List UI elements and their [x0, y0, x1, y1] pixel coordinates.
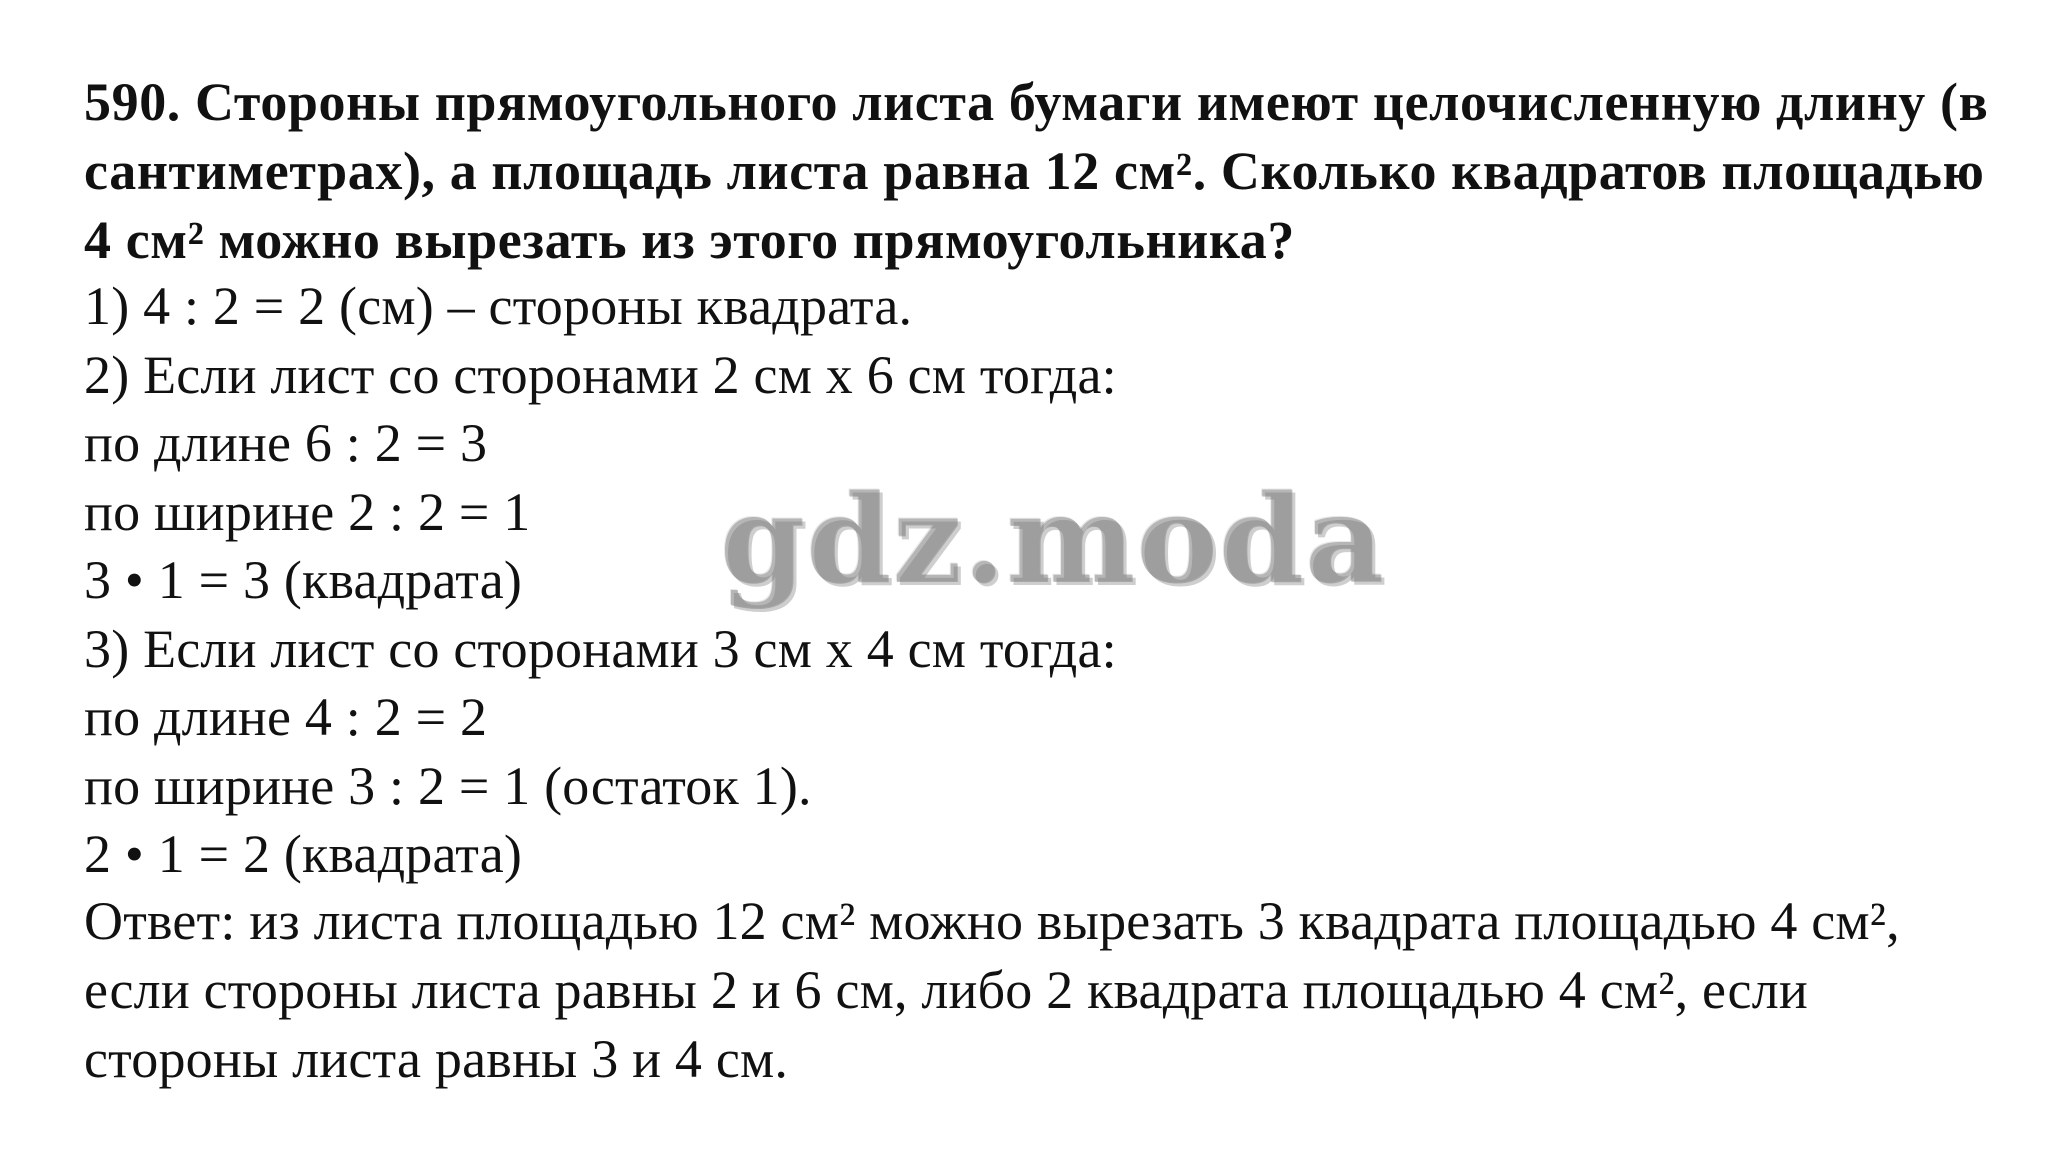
problem-text: Стороны прямоугольного листа бумаги имеют целочисленную длину (в сантиметрах), а площадь листа равна 12 см². Сколько квадратов площадью 4 см² можно вырезать из этого прямоугольника?	[84, 72, 1989, 270]
solution-line-3: по длине 6 : 2 = 3	[84, 413, 488, 473]
solution-line-2: 2) Если лист со сторонами 2 см х 6 см тогда:	[84, 344, 1117, 405]
problem-number: 590.	[84, 72, 181, 132]
watermark-logo: gdz.moda	[720, 467, 1386, 611]
solution-line-6: 3) Если лист со сторонами 3 см х 4 см тогда:	[84, 618, 1117, 679]
solution-line-4: по ширине 2 : 2 = 1	[84, 481, 531, 542]
solution-line-7: по длине 4 : 2 = 2	[84, 687, 488, 747]
solution-line-9: 2 • 1 = 2 (квадрата)	[84, 824, 523, 884]
solution-line-1: 1) 4 : 2 = 2 (см) – стороны квадрата.	[84, 276, 913, 336]
solution-line-8: по ширине 3 : 2 = 1 (остаток 1).	[84, 755, 812, 816]
problem-statement	[84, 68, 2004, 275]
answer-text: Ответ: из листа площадью 12 см² можно вырезать 3 квадрата площадью 4 см², если стороны листа равны 2 и 6 см, либо 2 квадрата площадью 4 см², если стороны листа равны 3 и 4 см.	[84, 891, 1900, 1089]
solution-line-5: 3 • 1 = 3 (квадрата)	[84, 550, 523, 610]
